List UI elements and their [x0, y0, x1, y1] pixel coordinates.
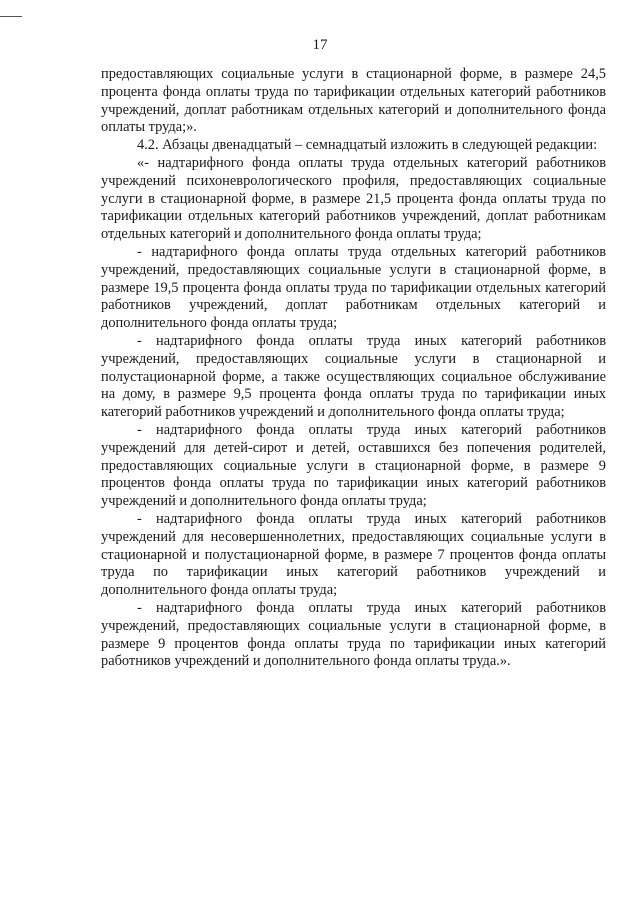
scan-edge-mark — [0, 16, 22, 17]
paragraph-orphans: - надтарифного фонда оплаты труда иных категорий работников учреждений для детей-сирот и детей, оставшихся без попечения родителей, предоставляющих социальные услуги в стационарной форме, в размере 9 процентов фонда оплаты труда по тарификации иных категорий работников учреждений и дополнительного фонда оплаты труда; — [101, 421, 606, 510]
paragraph-continuation: предоставляющих социальные услуги в стационарной форме, в размере 24,5 процента фонда оплаты труда по тарификации отдельных категорий работников учреждений, доплат работникам отдельных категорий и дополнительного фонда оплаты труда;». — [101, 66, 606, 136]
paragraph-stationary: - надтарифного фонда оплаты труда отдельных категорий работников учреждений, предоставляющих социальные услуги в стационарной форме, в размере 19,5 процента фонда оплаты труда по тарификации отдельных категорий работников учреждений, доплат работникам отдельных категорий и дополнительного фонда оплаты труда; — [101, 243, 606, 332]
paragraph-item-4-2: 4.2. Абзацы двенадцатый – семнадцатый изложить в следующей редакции: — [137, 137, 598, 154]
paragraph-other-stationary: - надтарифного фонда оплаты труда иных категорий работников учреждений, предоставляющих социальные услуги в стационарной форме, в размере 9 процентов фонда оплаты труда по тарификации иных категорий работников учреждений и дополнительного фонда оплаты труда.». — [101, 599, 606, 670]
paragraph-home-service: - надтарифного фонда оплаты труда иных категорий работников учреждений, предоставляющих социальные услуги в стационарной и полустационарной форме, а также осуществляющих социальное обслуживание на дому, в размере 9,5 процента фонда оплаты труда по тарификации иных категорий работников учреждений и дополнительного фонда оплаты труда; — [101, 332, 606, 421]
page-number: 17 — [312, 37, 328, 53]
document-body — [101, 66, 606, 671]
paragraph-minors: - надтарифного фонда оплаты труда иных категорий работников учреждений для несовершеннолетних, предоставляющих социальные услуги в стационарной и полустационарной форме, в размере 7 процентов фонда оплаты труда по тарификации иных категорий работников учреждений и дополнительного фонда оплаты труда; — [101, 510, 606, 599]
paragraph-psychoneuro: «- надтарифного фонда оплаты труда отдельных категорий работников учреждений психоневрологического профиля, предоставляющих социальные услуги в стационарной форме, в размере 21,5 процента фонда оплаты труда по тарификации отдельных категорий работников учреждений, доплат работникам отдельных категорий и дополнительного фонда оплаты труда; — [101, 154, 606, 243]
